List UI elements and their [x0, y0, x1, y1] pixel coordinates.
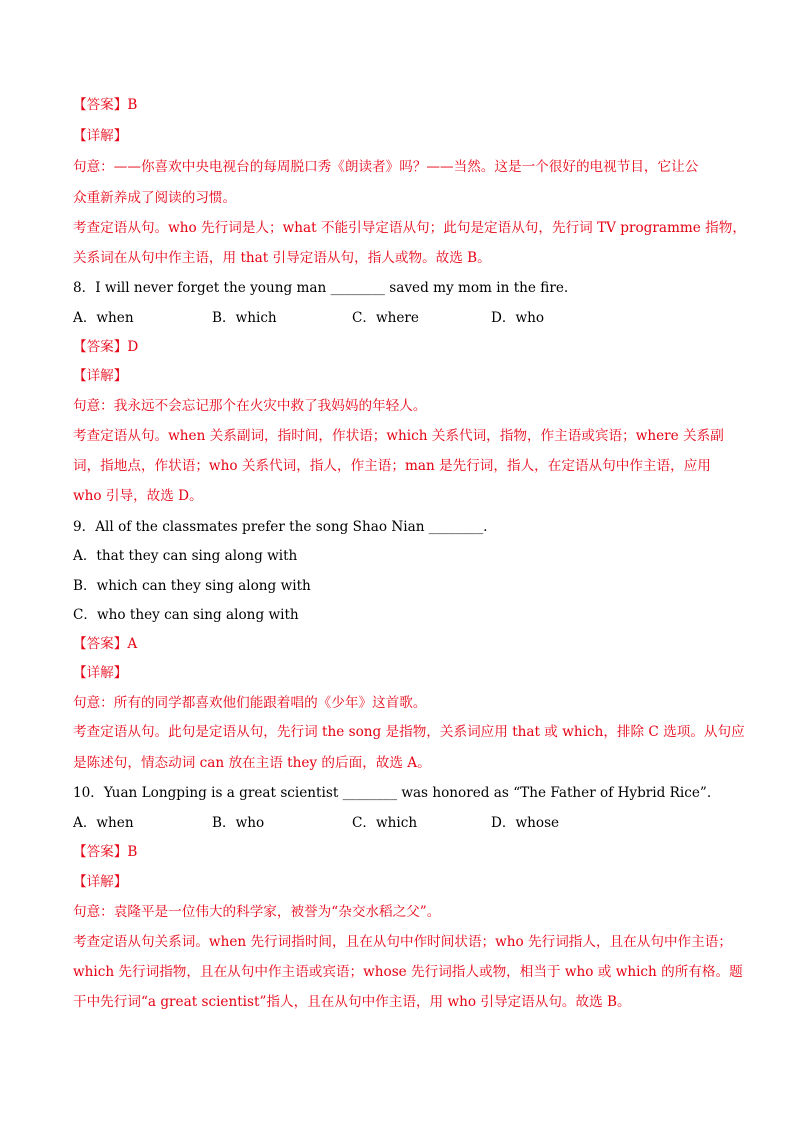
- q7-meaning: 句意：——你喜欢中央电视台的每周脱口秀《朗读者》吗？——当然。这是一个很好的电视节目，它让公: [73, 159, 699, 175]
- q9-analysis-line-2: 是陈述句，情态动词 can 放在主语 they 的后面，故选 A。: [73, 755, 431, 771]
- q10-stem: 10．Yuan Longping is a great scientist ________ was honored as “The Father of Hybrid Rice”.: [73, 785, 712, 801]
- q8-option-c: C．where: [352, 310, 419, 326]
- q7-analysis-line-1: 考查定语从句。who 先行词是人；what 不能引导定语从句；此句是定语从句，先行词 TV programme 指物，: [73, 220, 746, 236]
- q7-detail-label: 【详解】: [73, 128, 128, 144]
- q9-meaning: 句意：所有的同学都喜欢他们能跟着唱的《少年》这首歌。: [73, 695, 427, 711]
- q9-option-b: B．which can they sing along with: [73, 578, 311, 594]
- q10-analysis-line-2: which 先行词指物，且在从句中作主语或宾语；whose 先行词指人或物，相当于 who 或 which 的所有格。题: [73, 964, 743, 980]
- q8-detail-label: 【详解】: [73, 368, 128, 384]
- q8-meaning: 句意：我永远不会忘记那个在火灾中救了我妈妈的年轻人。: [73, 398, 427, 414]
- q8-option-d: D．who: [491, 310, 545, 326]
- q9-stem: 9．All of the classmates prefer the song Shao Nian ________.: [73, 519, 488, 535]
- q7-answer: 【答案】B: [73, 97, 138, 113]
- q8-stem: 8．I will never forget the young man ________ saved my mom in the fire.: [73, 280, 569, 296]
- q8-answer: 【答案】D: [73, 339, 139, 355]
- q10-analysis-line-3: 干中先行词“a great scientist”指人，且在从句中作主语，用 who 引导定语从句。故选 B。: [73, 994, 631, 1010]
- q10-option-b: B．who: [212, 815, 265, 831]
- q9-analysis-line-1: 考查定语从句。此句是定语从句，先行词 the song 是指物，关系词应用 that 或 which，排除 C 选项。从句应: [73, 724, 745, 740]
- q10-analysis-line-1: 考查定语从句关系词。when 先行词指时间，且在从句中作时间状语；who 先行词指人，且在从句中作主语；: [73, 934, 732, 950]
- q7-meaning-cont: 众重新养成了阅读的习惯。: [73, 190, 237, 206]
- q8-analysis-line-3: who 引导，故选 D。: [73, 488, 203, 504]
- q8-option-a: A．when: [73, 310, 134, 326]
- q7-analysis-line-2: 关系词在从句中作主语，用 that 引导定语从句，指人或物。故选 B。: [73, 250, 491, 266]
- q10-meaning: 句意：袁隆平是一位伟大的科学家，被誉为“杂交水稻之父”。: [73, 904, 441, 920]
- q10-option-a: A．when: [73, 815, 134, 831]
- q10-detail-label: 【详解】: [73, 874, 128, 890]
- q8-analysis-line-1: 考查定语从句。when 关系副词，指时间，作状语；which 关系代词，指物，作主语或宾语；where 关系副: [73, 428, 724, 444]
- q8-option-b: B．which: [212, 310, 277, 326]
- q10-option-c: C．which: [352, 815, 418, 831]
- q10-option-d: D．whose: [491, 815, 560, 831]
- q9-option-a: A．that they can sing along with: [73, 548, 298, 564]
- q8-analysis-line-2: 词，指地点，作状语；who 关系代词，指人，作主语；man 是先行词，指人，在定语从句中作主语，应用: [73, 458, 711, 474]
- q9-option-c: C．who they can sing along with: [73, 607, 299, 623]
- q9-answer: 【答案】A: [73, 636, 138, 652]
- q10-answer: 【答案】B: [73, 844, 138, 860]
- q9-detail-label: 【详解】: [73, 665, 128, 681]
